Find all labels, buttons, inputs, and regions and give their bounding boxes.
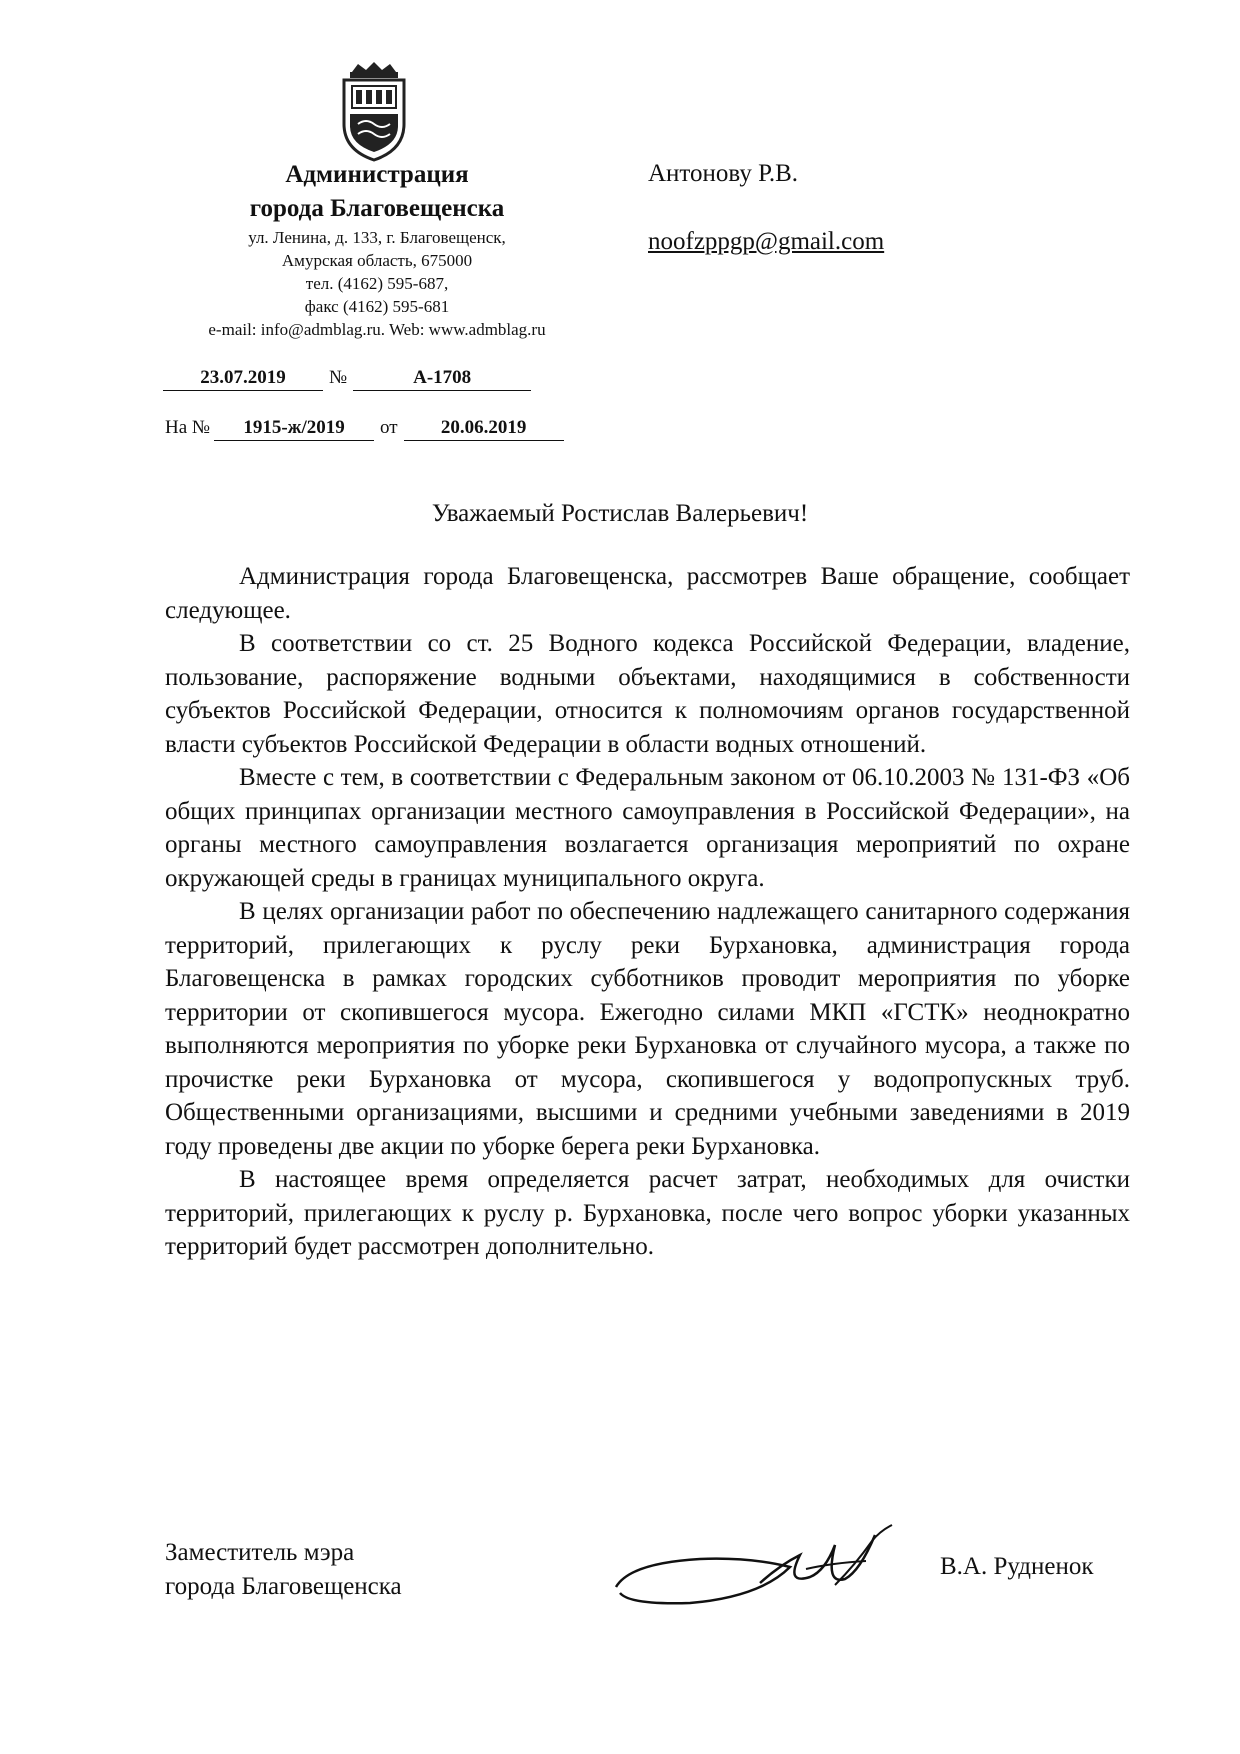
reply-label: На № (165, 417, 211, 438)
org-name-line2: города Благовещенска (249, 195, 505, 222)
coat-of-arms-emblem (336, 62, 412, 162)
outgoing-date: 23.07.2019 (163, 366, 323, 391)
reply-date: 20.06.2019 (404, 416, 564, 441)
sender-block (160, 158, 594, 341)
handwritten-signature (610, 1505, 940, 1625)
letter-body (165, 560, 1130, 1264)
org-name-line1: Администрация (285, 161, 469, 188)
email-web-line: e-mail: info@admblag.ru. Web: www.admblag.ru (208, 320, 546, 339)
fax-line: факс (4162) 595-681 (304, 297, 450, 316)
body-paragraph: Администрация города Благовещенска, рассмотрев Ваше обращение, сообщает следующее. (165, 563, 1130, 624)
signatory-title (165, 1536, 402, 1604)
signatory-title-line2: города Благовещенска (165, 1573, 402, 1600)
signatory-title-line1: Заместитель мэра (165, 1539, 355, 1566)
number-label: № (329, 367, 348, 388)
greeting: Уважаемый Ростислав Валерьевич! (431, 500, 809, 527)
reply-reference-line (165, 416, 564, 441)
addressee-email: noofzppgp@gmail.com (648, 228, 885, 255)
outgoing-registration-line (163, 366, 531, 391)
signatory-name: В.А. Рудненок (940, 1553, 1094, 1580)
body-paragraph: Вместе с тем, в соответствии с Федеральным законом от 06.10.2003 № 131-ФЗ «Об общих принципах организации местного самоуправления в Российской Федерации», на органы местного самоуправления возлагается организация мероприятий по охране окружающей среды в границах муниципального округа. (165, 764, 1130, 892)
body-paragraph: В настоящее время определяется расчет затрат, необходимых для очистки территорий, прилегающих к руслу р. Бурхановка, после чего вопрос уборки указанных территорий будет рассмотрен дополнительно. (165, 1166, 1130, 1260)
address-line1: ул. Ленина, д. 133, г. Благовещенск, (248, 228, 506, 247)
from-label: от (380, 417, 398, 438)
body-paragraph: В соответствии со ст. 25 Водного кодекса Российской Федерации, владение, пользование, распоряжение водными объектами, находящимися в собственности субъектов Российской Федерации, относится к полномочиям органов государственной власти субъектов Российской Федерации в области водных отношений. (165, 630, 1130, 758)
phone-line: тел. (4162) 595-687, (305, 274, 449, 293)
address-line2: Амурская область, 675000 (281, 251, 473, 270)
addressee-name: Антонову Р.В. (648, 160, 799, 187)
outgoing-number: А-1708 (353, 366, 531, 391)
body-paragraph: В целях организации работ по обеспечению надлежащего санитарного содержания территорий, прилегающих к руслу реки Бурхановка, администрация города Благовещенска в рамках городских субботников проводит мероприятия по уборке территории от скопившегося мусора. Ежегодно силами МКП «ГСТК» неоднократно выполняются мероприятия по уборке реки Бурхановка от случайного мусора, а также по прочистке реки Бурхановка от мусора, скопившегося у водопропускных труб. Общественными организациями, высшими и средними учебными заведениями в 2019 году проведены две акции по уборке берега реки Бурхановка. (165, 898, 1130, 1160)
reply-number: 1915-ж/2019 (214, 416, 374, 441)
